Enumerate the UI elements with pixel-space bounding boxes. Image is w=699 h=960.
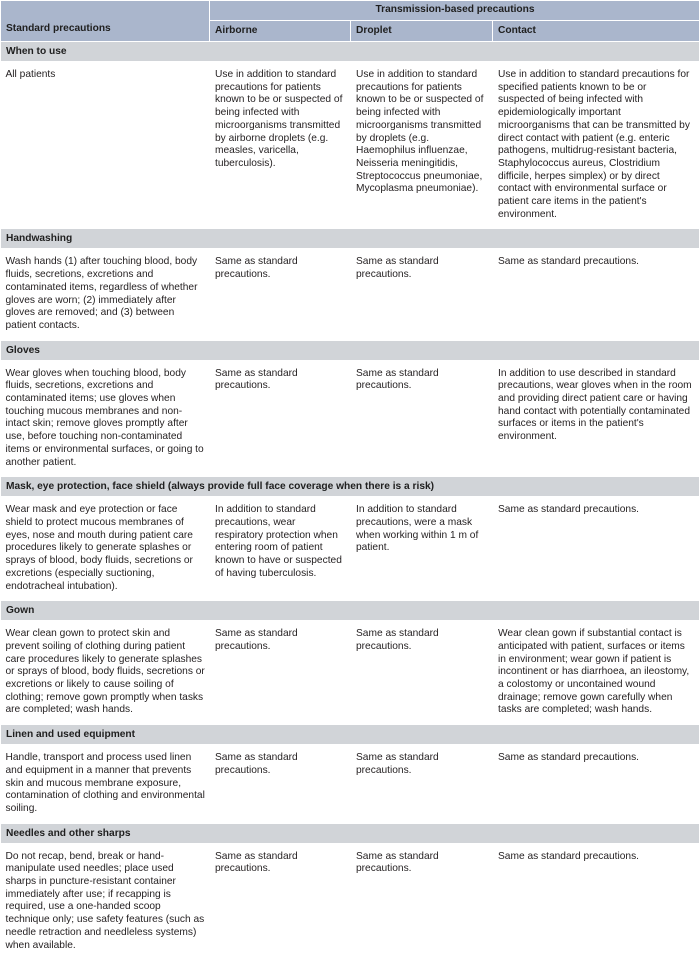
cell-droplet: Same as standard precautions. xyxy=(351,843,493,960)
section-title: Handwashing xyxy=(1,229,699,249)
section-row xyxy=(1,601,699,621)
cell-airborne: Same as standard precautions. xyxy=(210,249,351,340)
table-header xyxy=(1,1,699,42)
cell-droplet: Same as standard precautions. xyxy=(351,745,493,824)
cell-airborne: In addition to standard precautions, wear respiratory protection when entering room of patient known to have or suspected of having tuberculosis. xyxy=(210,497,351,601)
section-row xyxy=(1,229,699,249)
section-row xyxy=(1,340,699,360)
cell-contact: In addition to use described in standard precautions, wear gloves when in the room and providing direct patient care or having hand contact with potentially contaminated surfaces or items in the patient's environment. xyxy=(493,360,699,477)
section-row xyxy=(1,477,699,497)
cell-airborne: Same as standard precautions. xyxy=(210,745,351,824)
cell-droplet: Same as standard precautions. xyxy=(351,360,493,477)
header-droplet: Droplet xyxy=(351,21,493,42)
section-title: Linen and used equipment xyxy=(1,725,699,745)
section-row xyxy=(1,823,699,843)
cell-standard: Wear mask and eye protection or face shield to protect mucous membranes of eyes, nose and mouth during patient care procedures likely to generate splashes or sprays of blood, body fluids, secretions or excretions (especially suctioning, endotracheal intubation). xyxy=(1,497,210,601)
cell-airborne: Use in addition to standard precautions for patients known to be or suspected of being infected with microorganisms transmitted by airborne droplets (e.g. measles, varicella, tuberculosis). xyxy=(210,62,351,229)
table-row xyxy=(1,62,699,229)
cell-airborne: Same as standard precautions. xyxy=(210,843,351,960)
cell-droplet: Use in addition to standard precautions for patients known to be or suspected of being infected with microorganisms transmitted by droplets (e.g. Haemophilus influenzae, Neisseria meningitidis, Streptococcus pneumoniae, Mycoplasma pneumoniae). xyxy=(351,62,493,229)
cell-airborne: Same as standard precautions. xyxy=(210,360,351,477)
header-standard: Standard precautions xyxy=(1,1,210,42)
section-row xyxy=(1,42,699,62)
table-row xyxy=(1,843,699,960)
cell-standard: All patients xyxy=(1,62,210,229)
cell-airborne: Same as standard precautions. xyxy=(210,621,351,725)
header-airborne: Airborne xyxy=(210,21,351,42)
table-row xyxy=(1,621,699,725)
header-contact: Contact xyxy=(493,21,699,42)
cell-contact: Same as standard precautions. xyxy=(493,745,699,824)
cell-droplet: Same as standard precautions. xyxy=(351,621,493,725)
table-row xyxy=(1,497,699,601)
section-title: Needles and other sharps xyxy=(1,823,699,843)
section-title: Mask, eye protection, face shield (always provide full face coverage when there is a risk) xyxy=(1,477,699,497)
cell-standard: Do not recap, bend, break or hand-manipulate used needles; place used sharps in puncture-resistant container immediately after use; if recapping is required, use a one-handed scoop technique only; use safety features (such as needle retraction and needleless systems) when available. xyxy=(1,843,210,960)
table-row xyxy=(1,249,699,340)
cell-droplet: Same as standard precautions. xyxy=(351,249,493,340)
cell-standard: Handle, transport and process used linen and equipment in a manner that prevents skin and mucous membrane exposure, contamination of clothing and environmental soiling. xyxy=(1,745,210,824)
cell-standard: Wash hands (1) after touching blood, body fluids, secretions, excretions and contaminated items, regardless of whether gloves are worn; (2) immediately after gloves are removed; and (3) between patient contacts. xyxy=(1,249,210,340)
section-title: Gloves xyxy=(1,340,699,360)
cell-contact: Use in addition to standard precautions for specified patients known to be or suspected of being infected with epidemiologically important microorganisms that can be transmitted by direct contact with patient (e.g. enteric pathogens, multidrug-resistant bacteria, Staphylococcus aureus, Clostridium difficile, herpes simplex) or by direct contact with environmental surface or patient care items in the patient's environment. xyxy=(493,62,699,229)
cell-standard: Wear clean gown to protect skin and prevent soiling of clothing during patient care procedures likely to generate splashes or sprays of blood, body fluids, secretions or excretions or likely to cause soiling of clothing; remove gown promptly when tasks are completed; wash hands. xyxy=(1,621,210,725)
header-transmission: Transmission-based precautions xyxy=(210,1,699,21)
section-row xyxy=(1,725,699,745)
section-title: When to use xyxy=(1,42,699,62)
cell-contact: Same as standard precautions. xyxy=(493,497,699,601)
table-row xyxy=(1,360,699,477)
cell-contact: Wear clean gown if substantial contact is anticipated with patient, surfaces or items in environment; wear gown if patient is incontinent or has diarrhoea, an ileostomy, a colostomy or uncontained wound drainage; remove gown carefully when tasks are completed; wash hands. xyxy=(493,621,699,725)
section-title: Gown xyxy=(1,601,699,621)
cell-contact: Same as standard precautions. xyxy=(493,843,699,960)
cell-standard: Wear gloves when touching blood, body fluids, secretions, excretions and contaminated items; use gloves when touching mucous membranes and non-intact skin; remove gloves promptly after use, before touching non-contaminated items or environmental surfaces, or going to another patient. xyxy=(1,360,210,477)
cell-droplet: In addition to standard precautions, were a mask when working within 1 m of patient. xyxy=(351,497,493,601)
cell-contact: Same as standard precautions. xyxy=(493,249,699,340)
table-row xyxy=(1,745,699,824)
